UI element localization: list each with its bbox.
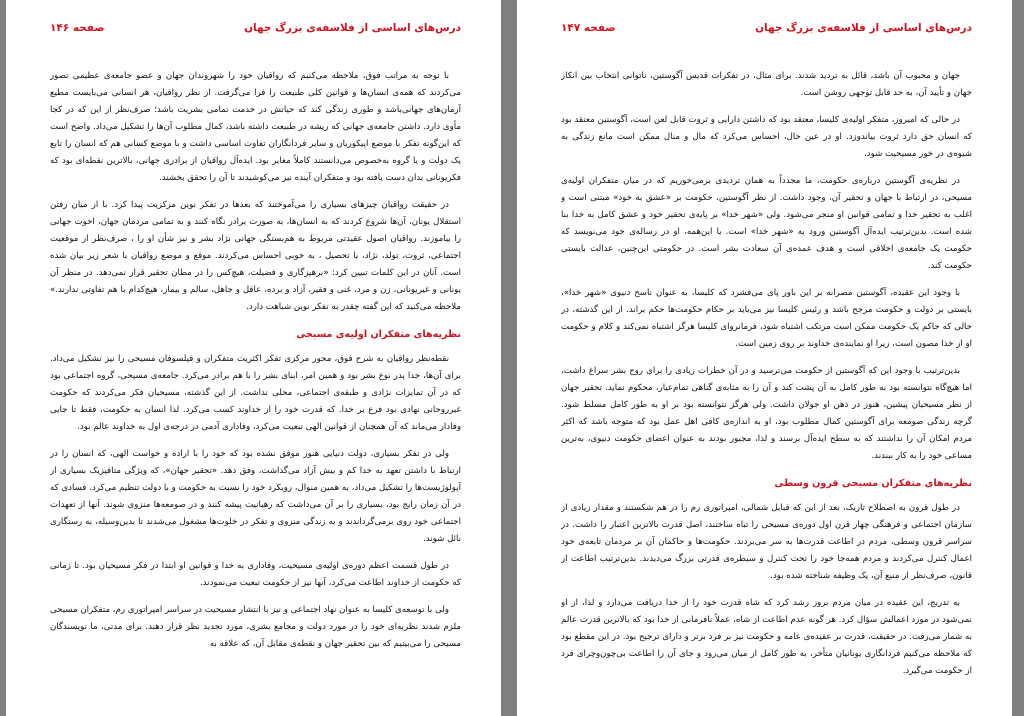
paragraph: در حالی که امبروز، متفکر اولیه‌ی کلیسا، معتقد بود که داشتن دارایی و ثروت قابل لعن است، آگوستین معتقد بود که انسان حق دارد ثروت بیاندوزد. او در عین حال، احساس می‌کرد که مال و منال ممکن است مانع زندگی به شیوه‌ی در خور مسیحیت شود. [561, 115, 972, 159]
paragraph: با وجود این عقیده، آگوستین مصرانه بر این باور پای می‌فشرد که کلیسا، به عنوان ناسخ دنیوی «شهر خدا»، بایستی بر دولت و حکومت مرجح باشد و رئیس کلیسا نیز می‌باید بر حکام حکومت‌ها حکم براند. از این گذشته، در حالی که حاکم یک حکومت ممکن است مرتکب اشتباه شود، فرمانروای کلیسا هرگز اشتباه نمی‌کند و کلام و حکومت او از خدا مصون است، زیرا او نماینده‌ی خداوند بر روی زمین است. [561, 288, 972, 349]
paragraph: با توجه به مراتب فوق، ملاحظه می‌کنیم که رواقیان خود را شهروندان جهان و عضو جامعه‌ی عظیمی تصور می‌کردند که همه‌ی انسان‌ها و قوانین کلی طبیعت را فرا می‌گرفت. از نظر رواقیان، هر انسانی می‌بایست مطیع آرمان‌های جهانی‌باشد و طوری زندگی کند که حیاتش در خدمت تمامی بشریت باشد؛ صرف‌نظر از این که در کجا مأوی دارد. داشتن جامعه‌ی جهانی که ریشه در طبیعت داشته باشد، کمال مطلوب آن‌ها را تشکیل می‌داد. واضح است که این‌گونه تفکر با موضع اپیکوریان و سایر فردانگاران تفاوت اساسی داشت و با موضع کسانی هم که انسان را تابع یک دولت و یا گروه به‌خصوص می‌دانستند کاملاً مغایر بود. ایده‌آل رواقیان از برادری جهانی، بالاترین نقطه‌ای بود که فکریونانی بدان دست یافته بود و متفکران آینده نیز می‌کوشیدند تا آن را تحقق بخشند. [50, 71, 461, 183]
page-right [517, 0, 1012, 716]
page-body [561, 68, 972, 702]
paragraph: نقطه‌نظر رواقیان به شرح فوق، محور مرکزی تفکر اکثریت متفکران و فیلسوفان مسیحی را نیز تشکیل می‌داد. برای آن‌ها، خدا پدر نوع بشر بود و همین امر، ابنای بشر را با هم برادر می‌کرد. جامعه‌ی مسیحی، گروه اجتماعی بود که در آن تمایزات نژادی و طبقه‌ی اجتماعی، محلی نداشت. از این گذشته، مسیحیان فکر می‌کردند که حکومت غیرروحانی نهادی بود فرع بر خدا. که قدرت خود را از خداوند کسب می‌کرد. لذا انسان به حکومت، فقط تا جایی وفادار می‌ماند که آن همچنان از قوانین الهی تبعیت می‌کرد، وفاداری آدمی در درجه‌ی اول به خداوند عالم بود. [50, 354, 461, 432]
section-heading: نظریه‌های متفکران اولیه‌ی مسیحی [296, 329, 461, 340]
paragraph: در طول قسمت اعظم دوره‌ی اولیه‌ی مسیحیت، وفاداری به خدا و قوانین او ابتدا در فکر مسیحیان بود. تا زمانی که حکومت از خداوند اطاعت می‌کرد، آنها نیز از حکومت تبعیت می‌نمودند. [50, 561, 461, 588]
page-body [50, 68, 461, 702]
paragraph: ولی در تفکر بسیاری، دولت دنیایی هنوز موفق نشده بود که خود را با اراده و خواست الهی، که انسان را در ارتباط با داشتن تعهد به خدا کم و بیش آزاد می‌گذاشت، وفق دهد. «تحقیر جهان»، که ویژگی متافیزیک بسیاری از آپولوژیست‌ها را تشکیل می‌داد، به همین منوال، رویکرد خود را نسبت به حکومت و با دولت تنظیم می‌کرد. فسادی که در آن زمان رایج بود، بسیاری را بر آن می‌داشت که رهبانیت پیشه کنند و در صومعه‌ها منزوی شوند. آنها از تعهدات اجتماعی خود روی برمی‌گرداندند و به زندگی منزوی و تفکر در خلوت‌ها مشغول می‌شدند تا بدین‌وسیله، به رستگاری نائل شوند. [50, 449, 461, 544]
paragraph: به تدریج، این عقیده در میان مردم بروز رشد کرد که شاه قدرت خود را از خدا دریافت می‌دارد و لذا، از او نمی‌شود در مورد اعمالش سؤال کرد. هر گونه عدم اطاعت از شاه، عملاً نافرمانی از خدا بود که بالاترین قدرت عالم به شمار می‌رفت. در حقیقت، قدرت بر عقیده‌ی عامه و حکومت نیز بر فرد برتر و دارای ترجیح بود. در این مقطع بود که ملاحظه می‌کنیم فردانگاری یونانیان متأخر، به طور کامل از میان می‌رود و جای آن را اطاعت بی‌چون‌وچرای فرد از حکومت می‌گیرد. [561, 598, 972, 676]
paragraph: در حقیقت رواقیان چیزهای بسیاری را می‌آموختند که بعدها در تفکر نوین مرکزیت پیدا کرد. با از میان رفتن استقلال یونان، آن‌ها شروع کردند که به انسان‌ها، به صورت برادر نگاه کنند و به تمامی مردمان جهان، اخوت جهانی را بیاموزند. رواقیان اصول عقیدتی مربوط به هم‌بستگی جهانی نژاد بشر و نیز شأن او را ، صرف‌نظر از موقعیت اجتماعی، ثروت، تولد، نژاد، یا تحصیل ، به خوبی احساس می‌کردند. موقع و موضع رواقیان با شعر زیر بیان شده است. آنان در این کلمات تبیین کرد: «برهیزگاری و فضیلت، هیچ‌کس را در مطان تحقیر قرار نمی‌دهد. در منظر آن یونانی و غیریونانی، زن و مرد، غنی و فقیر، آزاد و برده، عاقل و جاهل، سالم و بیمار، هیچ‌کدام با هم تفاوتی ندارند.» ملاحظه می‌کنید که این گفته چقدر به تفکر نوین شباهت دارد. [50, 200, 461, 312]
page-number: صفحه ۱۴۶ [50, 22, 105, 34]
paragraph: ولی با توسعه‌ی کلیسا به عنوان نهاد اجتماعی و نیز با انتشار مسیحیت در سراسر امپراتوری رم، متفکران مسیحی ملزم شدند نظریه‌ای خود را در مورد دولت و مجامع بشری، مورد تجدید نظر قرار دهند. برای مدتی، ما نویسندگان مسیحی را می‌بینیم که بین تحقیر جهان و نقطه‌ی مقابل آن، که علاقه به [50, 605, 461, 649]
running-title: درس‌های اساسی از فلاسفه‌ی بزرگ جهان [244, 22, 461, 34]
paragraph: در طول قرون به اصطلاح تاریک، بعد از این که قبایل شمالی، امپراتوری رم را در هم شکستند و مقدار زیادی از سازمان اجتماعی و فرهنگی چهار قرن اول دوره‌ی مسیحی را تباه ساختند، اصل قدرت بالاترین اعتبار را داشت. در سراسر قرون وسطی، مردم در اطاعت قدرت‌ها به سر می‌بردند. حکومت‌ها و حاکمان آن بر مردمان تابعه‌ی خود اعمال کنترل می‌کردند و مردم همه‌جا خود را تحت کنترل و سیطره‌ی قدرتی بزرگ می‌دیدند. بدین‌ترتیب اطاعت از قانون، صرف‌نظر از منبع آن، یک وظیفه شناخته شده بود. [561, 503, 972, 581]
paragraph: در نظریه‌ی آگوستین درباره‌ی حکومت، ما مجدداً به همان تردیدی برمی‌خوریم که در میان متفکران اولیه‌ی مسیحی، در ارتباط با جهان و تحقیر آن، وجود داشت. از نظر آگوستین، حکومت بر «عشق به خود» مبتنی است و اغلب به تحقیر خدا و تمامی قوانین او منجر می‌شود. ولی «شهر خدا» بر پایه‌ی تحقیر خود و عشق کامل به خدا بنا شده است. بدین‌ترتیب ایده‌آل آگوستین ورود به «شهر خدا» است. با این‌همه، او در رساله‌ی خود می‌نویسد که حکومت یک جامعه‌ی اخلاقی است و هدف عمده‌ی آن سعادت بشر است. در حکومتی این‌چنین، عدالت بایستی حکومت کند. [561, 176, 972, 271]
section-heading: نظریه‌های متفکران مسیحی قرون وسطی [774, 478, 972, 489]
paragraph: جهان و محبوب آن باشد، قائل به تردید شدند. برای مثال، در تفکرات قدیس آگوستین، ناتوانی انتخاب بین انکار جهان و تأیید آن، به حد قابل توجهی روشن است. [561, 71, 972, 98]
page-number: صفحه ۱۴۷ [561, 22, 616, 34]
running-title: درس‌های اساسی از فلاسفه‌ی بزرگ جهان [755, 22, 972, 34]
page-header [50, 22, 461, 40]
page-header [561, 22, 972, 40]
paragraph: بدین‌ترتیب با وجود این که آگوستین از حکومت می‌ترسید و در آن خطرات زیادی را برای روح بشر سراغ داشت، اما هیچ‌گاه نتوانسته بود به طور کامل به آن پشت کند و آن را به مثابه‌ی گناهی تمام‌عیار، محکوم نماید. تحقیر جهان از نظر مسیحیان پیشین، هنوز در ذهن او جولان داشت. ولی هرگز نتوانسته بود بر او به طور کامل مسلط شود. گرچه زندگی صومعه برای آگوستین کمال مطلوب بود، او به اندازه‌ی کافی اهل عمل بود که متوجه باشد که اکثر مردم امکان آن را نداشتند که به سطح ایده‌آل برسند و لذا، مجبور بودند به عنوان اعضای حکومت دنیوی، به‌ترین مساعی خود را به کار ببندند. [561, 366, 972, 461]
page-left [6, 0, 501, 716]
